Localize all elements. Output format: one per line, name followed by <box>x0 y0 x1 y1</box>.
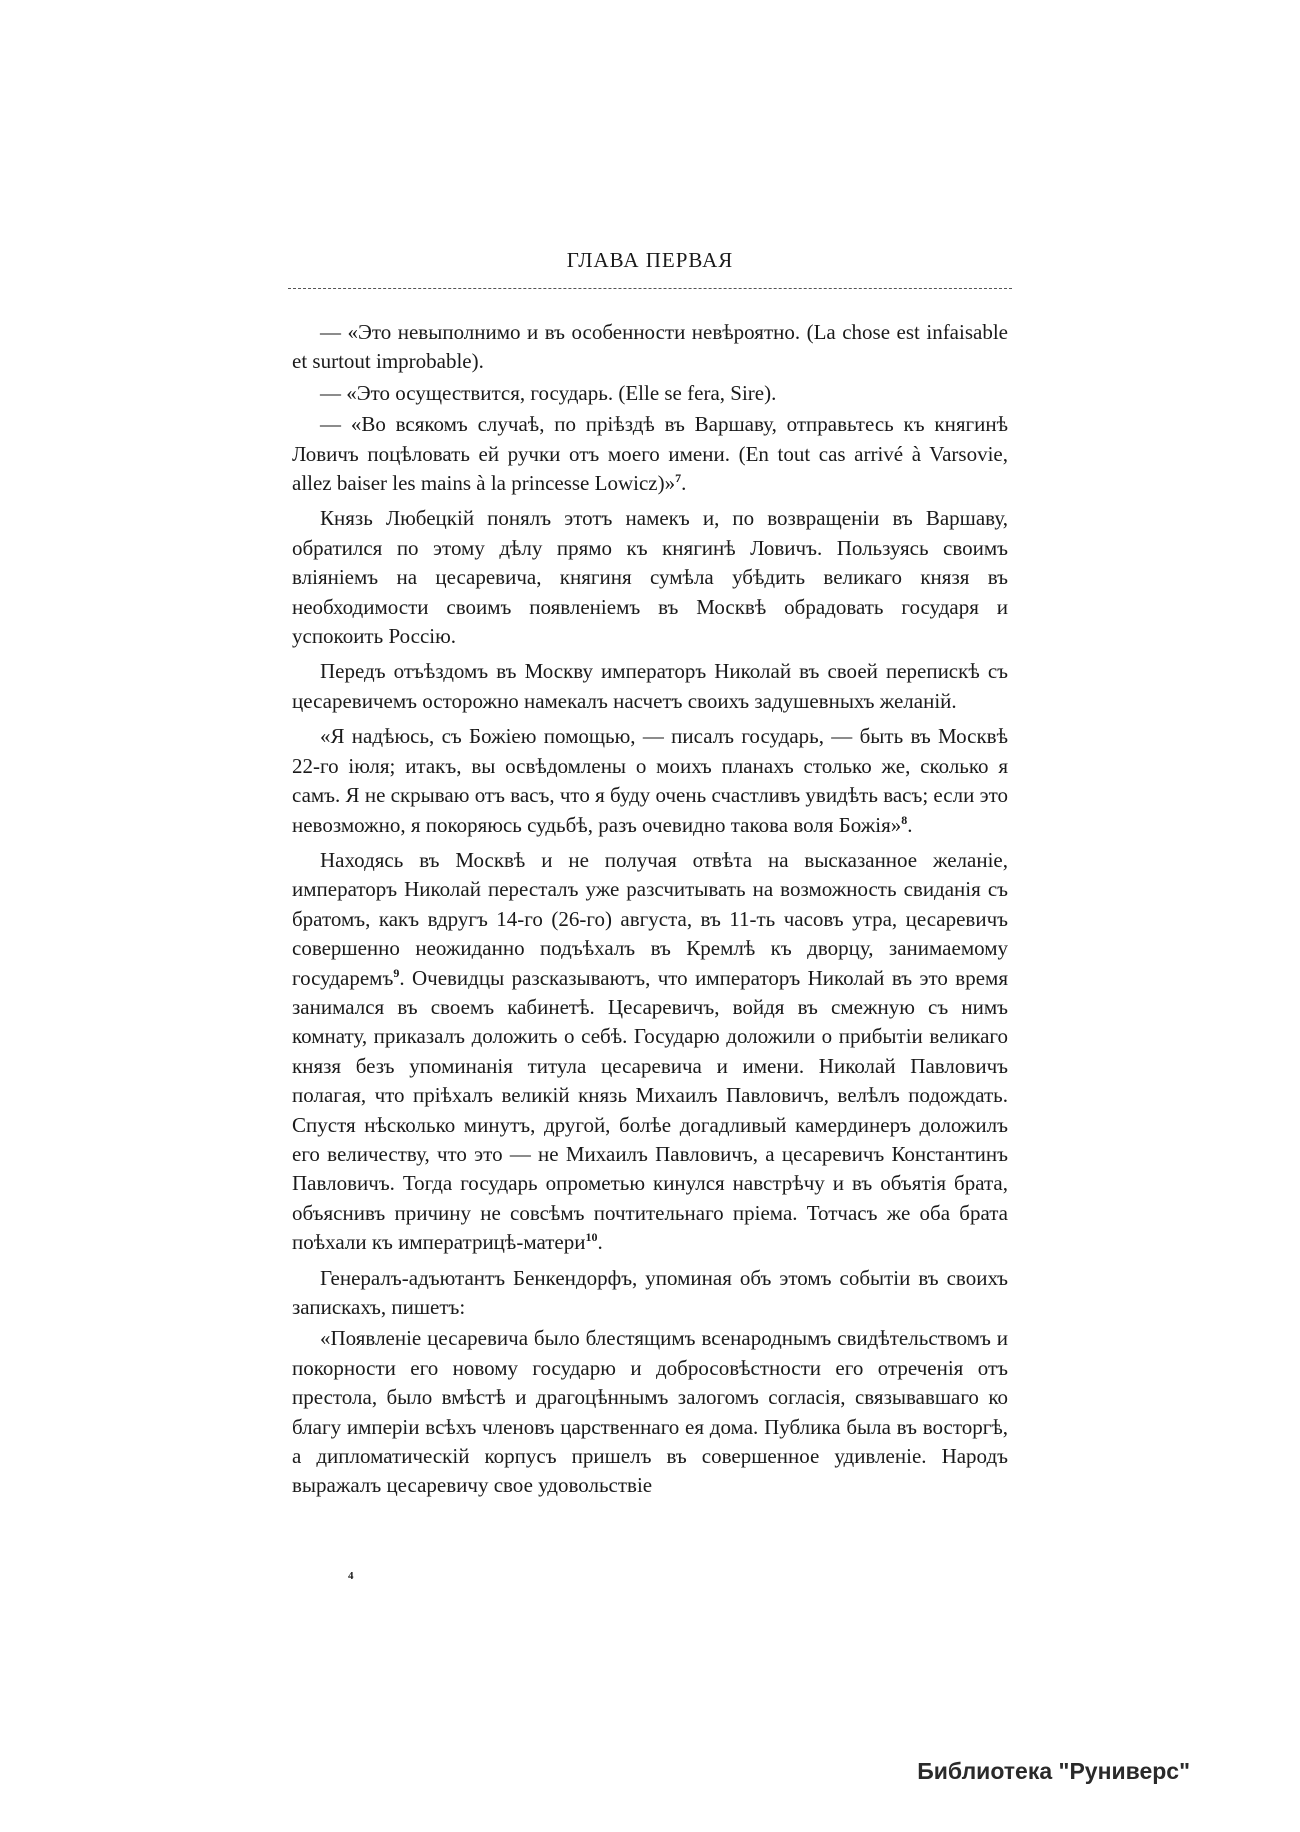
paragraph-text: Передъ отъѣздомъ въ Москву императоръ Николай въ своей перепискѣ съ цесаревичемъ осторожно намекалъ насчетъ своихъ задушевныхъ желаній. <box>292 659 1008 713</box>
paragraph-text: «Я надѣюсь, съ Божіею помощью, — писалъ государь, — быть въ Москвѣ 22-го іюля; итакъ, вы освѣдомлены о моихъ планахъ столько же, сколько я самъ. Я не скрываю отъ васъ, что я буду очень счастливъ увидѣть васъ; если это невозможно, я покоряюсь судьбѣ, разъ очевидно такова воля Божія» <box>292 724 1008 837</box>
paragraph-text: Находясь въ Москвѣ и не получая отвѣта на высказанное желаніе, императоръ Николай пересталъ уже разсчитывать на возможность свиданія съ братомъ, какъ вдругъ 14-го (26-го) августа, въ 11-ть часовъ утра, цесаревичъ совершенно неожиданно подъѣхалъ въ Кремлѣ къ дворцу, занимаемому государемъ <box>292 847 1008 990</box>
paragraph: Находясь въ Москвѣ и не получая отвѣта на высказанное желаніе, императоръ Николай пересталъ уже разсчитывать на возможность свиданія съ братомъ, какъ вдругъ 14-го (26-го) августа, въ 11-ть часовъ утра, цесаревичъ совершенно неожиданно подъѣхалъ въ Кремлѣ къ дворцу, занимаемому государемъ$^9$. Очевидцы разсказываютъ, что императоръ Николай въ это время занимался въ своемъ кабинетѣ. Цесаревичъ, войдя въ смежную съ нимъ комнату, приказалъ доложить о себѣ. Государю доложили о прибытіи великаго князя безъ упоминанія титула цесаревича и имени. Николай Павловичъ полагая, что пріѣхалъ великій князь Михаилъ Павловичъ, велѣлъ подождать. Спустя нѣсколько минутъ, другой, болѣе догадливый камердинеръ доложилъ его величеству, что это — не Михаилъ Павловичъ, а цесаревичъ Константинъ Павловичъ. Тогда государь опрометью кинулся навстрѣчу и въ объятія брата, объяснивъ причину не совсѣмъ почтительнаго пріема. Тотчасъ же оба брата поѣхали къ императрицѣ-матери$^{10}$. <box>292 847 1008 1255</box>
body-text <box>292 318 1008 1507</box>
paragraph-text: — «Это осуществится, государь. (Elle se fera, Sire). <box>320 380 777 405</box>
paragraph <box>292 504 1008 651</box>
paragraph-text: Князь Любецкій понялъ этотъ намекъ и, по возвращеніи въ Варшаву, обратился по этому дѣлу прямо къ княгинѣ Ловичъ. Пользуясь своимъ вліяніемъ на цесаревича, княгиня сумѣла убѣдить великаго князя въ необходимости своимъ появленіемъ въ Москвѣ обрадовать государя и успокоить Россію. <box>292 506 1008 649</box>
paragraph: — «Во всякомъ случаѣ, по пріѣздѣ въ Варшаву, отправьтесь къ княгинѣ Ловичъ поцѣловать ей ручки отъ моего имени. (En tout cas arrivé à Varsovie, allez baiser les mains à la princesse Lowicz)»$^7$. <box>292 412 1008 496</box>
footnote-marker[interactable]: 8 <box>901 812 908 827</box>
footnote-marker[interactable]: 9 <box>393 965 400 980</box>
paragraph <box>292 1324 1008 1500</box>
paragraph <box>292 1264 1008 1323</box>
paragraph-text: — «Во всякомъ случаѣ, по пріѣздѣ въ Варшаву, отправьтесь къ княгинѣ Ловичъ поцѣловать ей ручки отъ моего имени. (En tout cas arrivé à Varsovie, allez baiser les mains à la princesse Lowicz)» <box>292 412 1008 496</box>
paragraph <box>292 379 1008 408</box>
paragraph-text-continued: . Очевидцы разсказываютъ, что императоръ Николай въ это время занимался въ своемъ кабинетѣ. Цесаревичъ, войдя въ смежную съ нимъ комнату, приказалъ доложить о себѣ. Государю доложили о прибытіи великаго князя безъ упоминанія титула цесаревича и имени. Николай Павловичъ полагая, что пріѣхалъ великій князь Михаилъ Павловичъ, велѣлъ подождать. Спустя нѣсколько минутъ, другой, болѣе догадливый камердинеръ доложилъ его величеству, что это — не Михаилъ Павловичъ, а цесаревичъ Константинъ Павловичъ. Тогда государь опрометью кинулся навстрѣчу и въ объятія брата, объяснивъ причину не совсѣмъ почтительнаго пріема. Тотчасъ же оба брата поѣхали къ императрицѣ-матери <box>292 965 1008 1255</box>
page-number: 4 <box>348 1570 354 1582</box>
footnote-marker[interactable]: 10 <box>585 1230 598 1245</box>
paragraph <box>292 318 1008 377</box>
paragraph <box>292 657 1008 716</box>
chapter-title: ГЛАВА ПЕРВАЯ <box>566 248 734 272</box>
footnote-marker[interactable]: 7 <box>675 471 682 486</box>
paragraph-text: Генералъ-адъютантъ Бенкендорфъ, упоминая объ этомъ событіи въ своихъ запискахъ, пишетъ: <box>292 1265 1008 1319</box>
paragraph: «Я надѣюсь, съ Божіею помощью, — писалъ государь, — быть въ Москвѣ 22-го іюля; итакъ, вы освѣдомлены о моихъ планахъ столько же, сколько я самъ. Я не скрываю отъ васъ, что я буду очень счастливъ увидѣть васъ; если это невозможно, я покоряюсь судьбѣ, разъ очевидно такова воля Божія»$^8$. <box>292 724 1008 837</box>
library-watermark: Библиотека "Руниверс" <box>917 1758 1190 1784</box>
paragraph-text: — «Это невыполнимо и въ особенности невѣроятно. (La chose est infaisable et surtout improbable). <box>292 320 1008 374</box>
header-divider <box>288 288 1012 289</box>
paragraph-text: «Появленіе цесаревича было блестящимъ всенароднымъ свидѣтельствомъ и покорности его новому государю и добросовѣстности его отреченія отъ престола, было вмѣстѣ и драгоцѣннымъ залогомъ согласія, связывавшаго ко благу имперіи всѣхъ членовъ царственнаго ея дома. Публика была въ восторгѣ, а дипломатическій корпусъ пришелъ въ совершенное удивленіе. Народъ выражалъ цесаревичу свое удовольствіе <box>292 1326 1008 1498</box>
